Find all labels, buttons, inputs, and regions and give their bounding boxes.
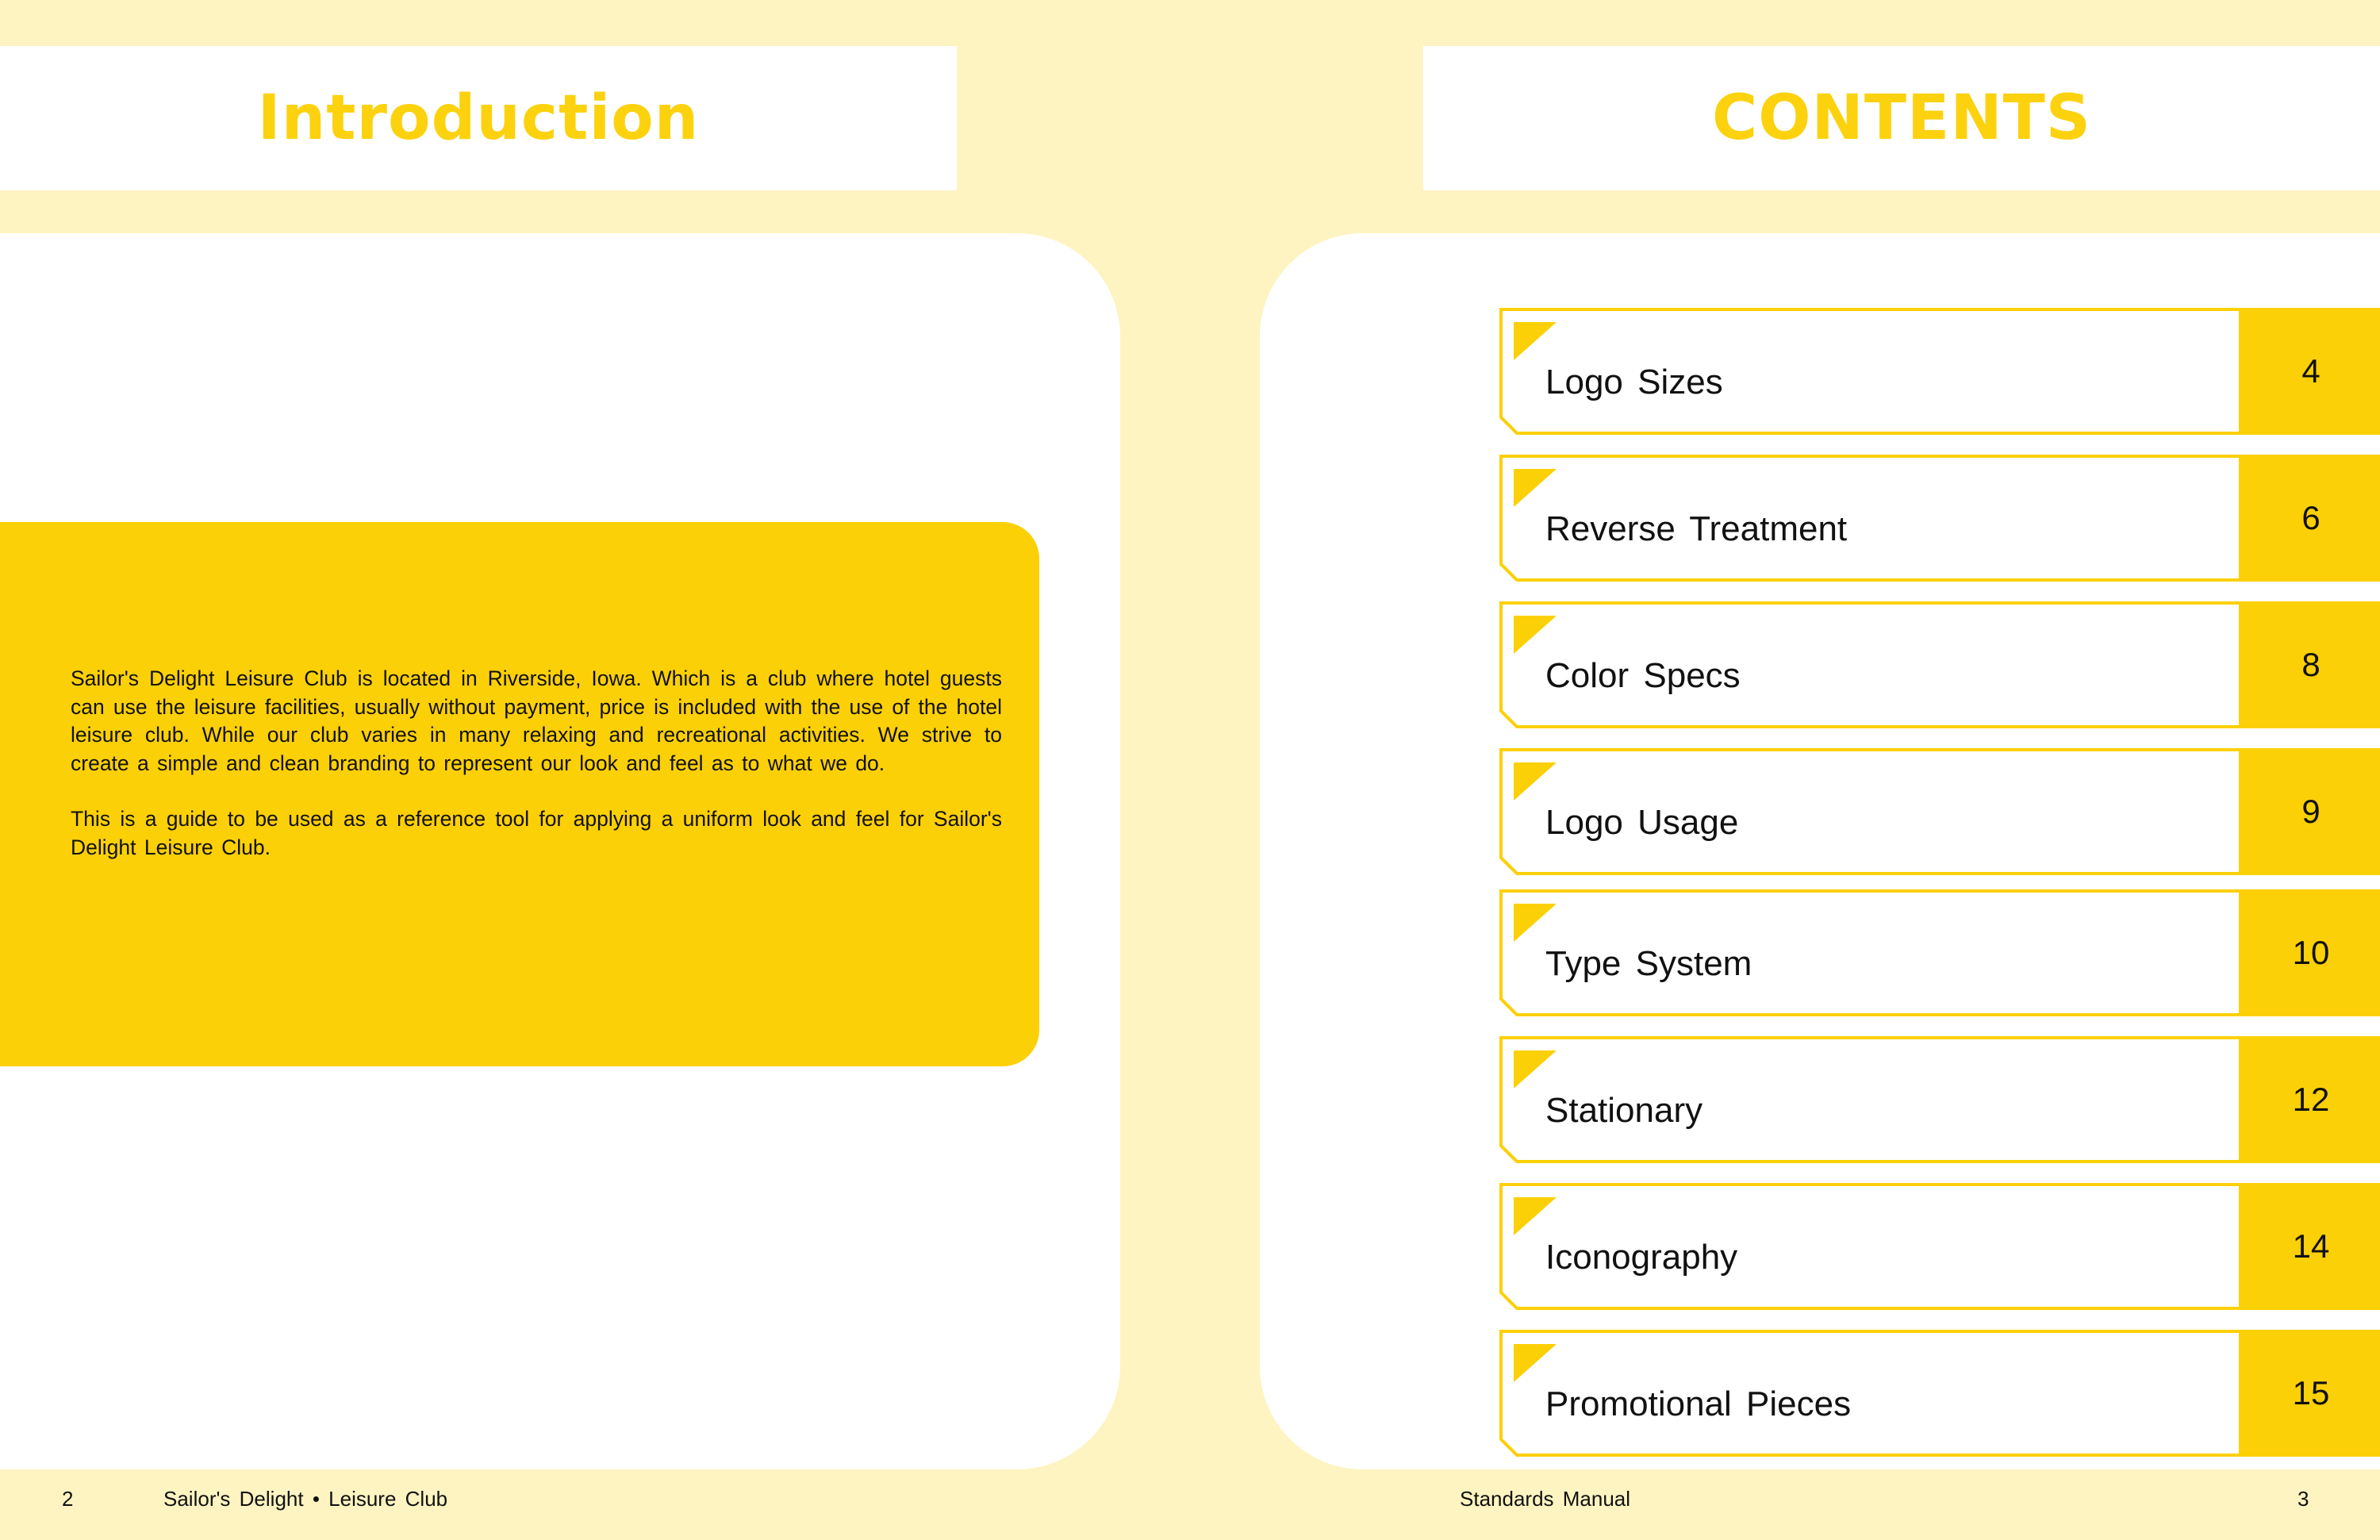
intro-text-box (0, 522, 1039, 1066)
toc-item-label: Iconography (1545, 1238, 1738, 1277)
toc-item-page-number: 6 (2242, 455, 2380, 582)
toc-item-stationary[interactable] (1499, 1036, 2380, 1163)
corner-triangle-icon (1514, 616, 1557, 654)
toc-item-page-number: 8 (2242, 601, 2380, 728)
toc-item-label: Reverse Treatment (1545, 509, 1848, 548)
toc-item-label: Logo Usage (1545, 803, 1739, 842)
toc-item-page-number: 15 (2242, 1330, 2380, 1457)
toc-item-page-number: 14 (2242, 1183, 2380, 1310)
toc-item-type-system[interactable] (1499, 889, 2380, 1016)
corner-triangle-icon (1514, 1197, 1557, 1235)
toc-item-label: Promotional Pieces (1545, 1384, 1852, 1423)
toc-item-label: Type System (1545, 944, 1752, 983)
toc-item-logo-sizes[interactable] (1499, 308, 2380, 435)
toc-item-page-number: 12 (2242, 1036, 2380, 1163)
right-title-bar (1423, 46, 2380, 190)
corner-triangle-icon (1514, 762, 1557, 801)
corner-triangle-icon (1514, 469, 1557, 507)
left-page-number: 2 (62, 1487, 74, 1511)
toc-item-color-specs[interactable] (1499, 601, 2380, 728)
toc-item-page-number: 9 (2242, 748, 2380, 875)
intro-paragraph-1: Sailor's Delight Leisure Club is located in Riverside, Iowa. Which is a club where hotel guests can use the leisure facilities, usually without payment, price is included with the use of the hotel leisure club. While our club varies in many relaxing and recreational activities. We strive to create a simple and clean branding to represent our look and feel as to what we do. (71, 666, 1002, 775)
toc-item-label: Color Specs (1545, 656, 1741, 695)
toc-item-logo-usage[interactable] (1499, 748, 2380, 875)
toc-item-page-number: 4 (2242, 308, 2380, 435)
intro-text (71, 665, 1002, 889)
corner-triangle-icon (1514, 1344, 1557, 1382)
toc-item-page-number: 10 (2242, 889, 2380, 1016)
right-page-number: 3 (2297, 1487, 2309, 1511)
footer-manual-title: Standards Manual (1460, 1487, 1631, 1511)
toc-item-promotional-pieces[interactable] (1499, 1330, 2380, 1457)
page-title-contents: CONTENTS (1712, 83, 2091, 154)
toc-item-label: Stationary (1545, 1091, 1703, 1130)
toc-item-iconography[interactable] (1499, 1183, 2380, 1310)
toc-item-reverse-treatment[interactable] (1499, 455, 2380, 582)
page-title-introduction: Introduction (257, 83, 700, 154)
corner-triangle-icon (1514, 1050, 1557, 1089)
corner-triangle-icon (1514, 322, 1557, 360)
left-title-bar (0, 46, 957, 190)
footer-club-name: Sailor's Delight • Leisure Club (163, 1487, 448, 1511)
toc-item-label: Logo Sizes (1545, 363, 1723, 401)
intro-paragraph-2: This is a guide to be used as a reference tool for applying a uniform look and feel for Sailor's Delight Leisure Club. (71, 807, 1002, 859)
corner-triangle-icon (1514, 904, 1557, 942)
